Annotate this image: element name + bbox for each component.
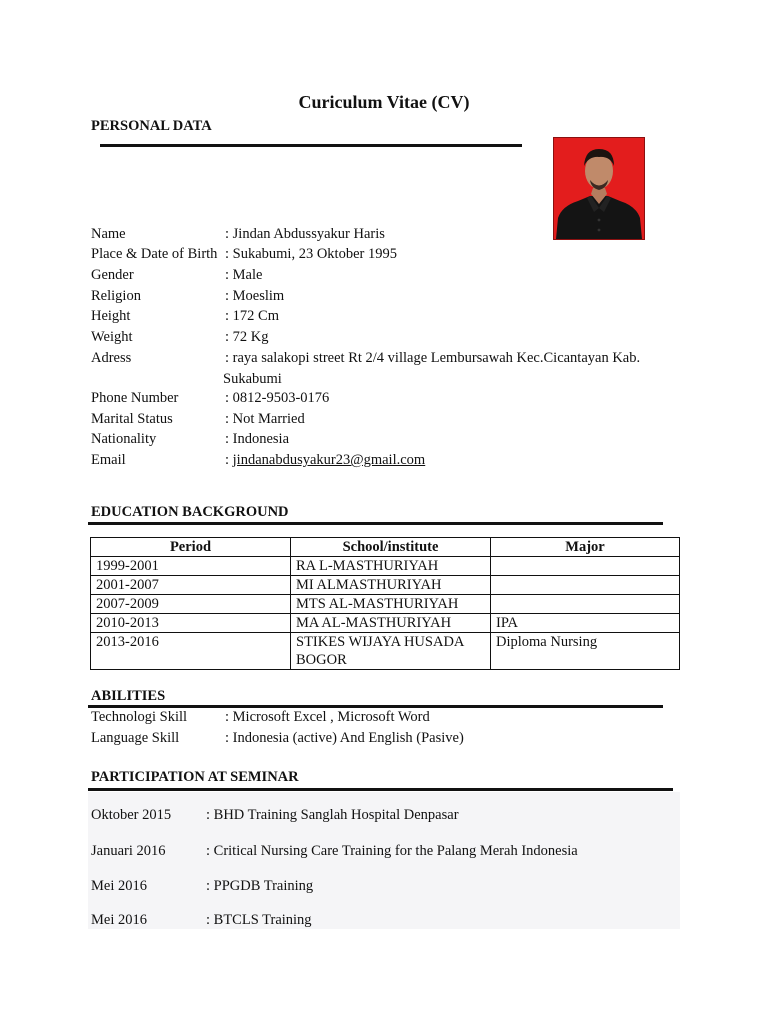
phone-label: Phone Number xyxy=(91,390,179,406)
nationality-label: Nationality xyxy=(91,431,157,447)
column-header-school: School/institute xyxy=(291,538,491,557)
seminar-date: Mei 2016 xyxy=(91,912,147,928)
personal-data-heading: PERSONAL DATA xyxy=(91,118,212,134)
religion-value: : Moeslim xyxy=(225,288,285,304)
language-skill-label: Language Skill xyxy=(91,730,180,746)
education-table xyxy=(90,537,680,670)
language-skill-value: : Indonesia (active) And English (Pasive) xyxy=(225,730,464,746)
major-cell xyxy=(491,595,680,614)
school-cell: STIKES WIJAYA HUSADA BOGOR xyxy=(291,633,491,670)
school-cell: RA L-MASTHURIYAH xyxy=(291,557,491,576)
birth-value: : Sukabumi, 23 Oktober 1995 xyxy=(225,246,397,262)
school-cell: MTS AL-MASTHURIYAH xyxy=(291,595,491,614)
education-heading: EDUCATION BACKGROUND xyxy=(91,504,289,520)
nationality-value: : Indonesia xyxy=(225,431,290,447)
table-row xyxy=(91,576,680,595)
table-header-row xyxy=(91,538,680,557)
email-prefix: : xyxy=(225,452,233,468)
email-link[interactable]: jindanabdusyakur23@gmail.com xyxy=(232,452,426,468)
document-title: Curiculum Vitae (CV) xyxy=(298,92,470,112)
seminar-date: Mei 2016 xyxy=(91,878,147,894)
seminar-date: Oktober 2015 xyxy=(91,807,172,823)
seminar-heading: PARTICIPATION AT SEMINAR xyxy=(91,769,299,785)
major-cell xyxy=(491,557,680,576)
name-value: : Jindan Abdussyakur Haris xyxy=(225,226,385,242)
seminar-event: : BHD Training Sanglah Hospital Denpasar xyxy=(206,807,459,823)
column-header-major: Major xyxy=(491,538,680,557)
abilities-heading: ABILITIES xyxy=(91,688,166,704)
period-cell: 2013-2016 xyxy=(91,633,291,670)
birth-label: Place & Date of Birth xyxy=(91,246,218,262)
major-cell xyxy=(491,576,680,595)
education-rule xyxy=(88,522,663,525)
email-label: Email xyxy=(91,452,126,468)
seminar-event: : PPGDB Training xyxy=(206,878,314,894)
column-header-period: Period xyxy=(91,538,291,557)
weight-value: : 72 Kg xyxy=(225,329,269,345)
gender-label: Gender xyxy=(91,267,134,283)
period-cell: 1999-2001 xyxy=(91,557,291,576)
seminar-rule xyxy=(88,788,673,791)
period-cell: 2007-2009 xyxy=(91,595,291,614)
name-label: Name xyxy=(91,226,126,242)
table-row xyxy=(91,614,680,633)
seminar-date: Januari 2016 xyxy=(91,843,166,859)
table-row xyxy=(91,557,680,576)
address-value: : raya salakopi street Rt 2/4 village Lembursawah Kec.Cicantayan Kab. xyxy=(225,350,641,366)
height-value: : 172 Cm xyxy=(225,308,279,324)
table-row xyxy=(91,595,680,614)
seminar-event: : Critical Nursing Care Training for the Palang Merah Indonesia xyxy=(206,843,578,859)
address-label: Adress xyxy=(91,350,132,366)
gender-value: : Male xyxy=(225,267,263,283)
phone-value: : 0812-9503-0176 xyxy=(225,390,330,406)
marital-label: Marital Status xyxy=(91,411,173,427)
period-cell: 2010-2013 xyxy=(91,614,291,633)
marital-value: : Not Married xyxy=(225,411,305,427)
major-cell: Diploma Nursing xyxy=(491,633,680,670)
technology-skill-label: Technologi Skill xyxy=(91,709,188,725)
period-cell: 2001-2007 xyxy=(91,576,291,595)
seminar-event: : BTCLS Training xyxy=(206,912,312,928)
school-cell: MA AL-MASTHURIYAH xyxy=(291,614,491,633)
personal-data-rule xyxy=(100,144,522,147)
weight-label: Weight xyxy=(91,329,133,345)
table-row xyxy=(91,633,680,670)
email-value xyxy=(225,450,675,470)
height-label: Height xyxy=(91,308,131,324)
technology-skill-value: : Microsoft Excel , Microsoft Word xyxy=(225,709,430,725)
major-cell: IPA xyxy=(491,614,680,633)
school-cell: MI ALMASTHURIYAH xyxy=(291,576,491,595)
religion-label: Religion xyxy=(91,288,141,304)
address-value-line2: Sukabumi xyxy=(223,371,282,387)
